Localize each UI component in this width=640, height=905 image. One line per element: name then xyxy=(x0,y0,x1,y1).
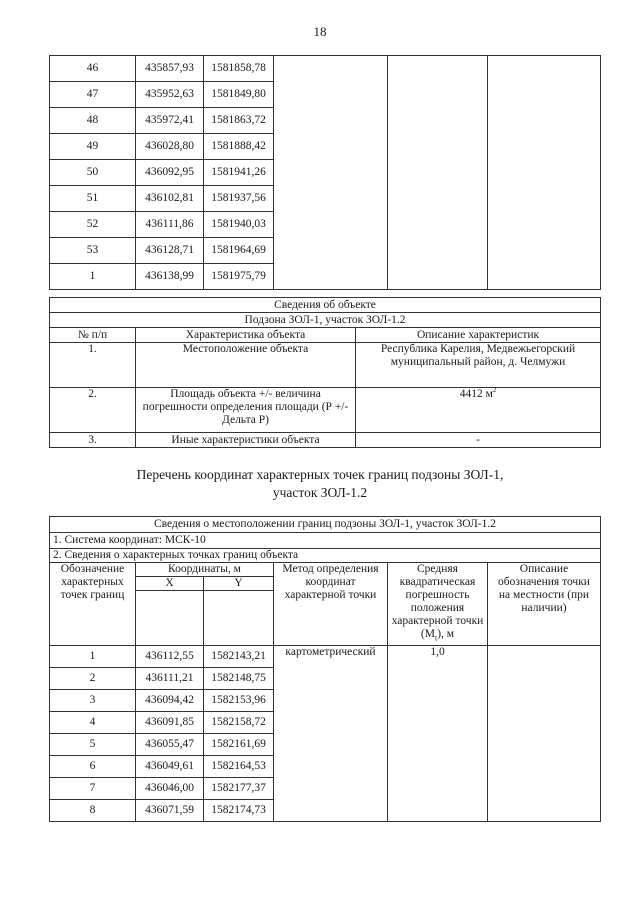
error-cell xyxy=(388,56,488,290)
row-1-description: Республика Карелия, Медвежьегорский муниципальный район, д. Челмужи xyxy=(356,343,601,388)
point-x: 436138,99 xyxy=(136,264,204,290)
boundary-coordinates-table xyxy=(49,516,601,822)
point-number: 52 xyxy=(50,212,136,238)
header-error-text: Средняя квадратическая погрешность положения характерной точки (М xyxy=(391,563,484,640)
area-unit-sup: 2 xyxy=(492,386,497,395)
point-number: 53 xyxy=(50,238,136,264)
object-info-title: Сведения об объекте xyxy=(50,298,601,313)
point-x: 436028,80 xyxy=(136,134,204,160)
section-heading xyxy=(0,466,640,502)
coord-system: 1. Система координат: МСК-10 xyxy=(50,533,601,549)
point-x: 436092,95 xyxy=(136,160,204,186)
point-y: 1581975,79 xyxy=(204,264,274,290)
point-number: 49 xyxy=(50,134,136,160)
header-description: Описание характеристик xyxy=(356,328,601,343)
method-cell xyxy=(274,56,388,290)
point-number: 7 xyxy=(50,778,136,800)
point-y: 1582164,53 xyxy=(204,756,274,778)
header-designation: Обозначение характерных точек границ xyxy=(50,563,136,646)
header-method: Метод определения координат характерной точки xyxy=(274,563,388,646)
point-y: 1581940,03 xyxy=(204,212,274,238)
heading-line-2: участок ЗОЛ-1.2 xyxy=(272,485,368,500)
row-3-description: - xyxy=(356,433,601,448)
point-y: 1582143,21 xyxy=(204,646,274,668)
point-x: 436111,21 xyxy=(136,668,204,690)
header-characteristic: Характеристика объекта xyxy=(136,328,356,343)
point-number: 47 xyxy=(50,82,136,108)
row-2-characteristic: Площадь объекта +/- величина погрешности определения площади (Р +/- Дельта Р) xyxy=(136,388,356,433)
point-x: 436128,71 xyxy=(136,238,204,264)
point-number: 2 xyxy=(50,668,136,690)
method-value: картометрический xyxy=(274,646,388,822)
row-2-description xyxy=(356,388,601,433)
point-y: 1582153,96 xyxy=(204,690,274,712)
point-x: 436112,55 xyxy=(136,646,204,668)
header-error xyxy=(388,563,488,646)
row-2-num: 2. xyxy=(50,388,136,433)
header-y: Y xyxy=(204,577,274,591)
header-x-spacer xyxy=(136,591,204,646)
point-x: 436094,42 xyxy=(136,690,204,712)
marking-value xyxy=(488,646,601,822)
point-number: 8 xyxy=(50,800,136,822)
row-3-num: 3. xyxy=(50,433,136,448)
point-x: 436049,61 xyxy=(136,756,204,778)
point-x: 435972,41 xyxy=(136,108,204,134)
point-number: 46 xyxy=(50,56,136,82)
header-x: X xyxy=(136,577,204,591)
marking-cell xyxy=(488,56,601,290)
error-value: 1,0 xyxy=(388,646,488,822)
point-number: 5 xyxy=(50,734,136,756)
point-number: 50 xyxy=(50,160,136,186)
coordinates-continuation-table xyxy=(49,55,601,290)
header-num: № п/п xyxy=(50,328,136,343)
row-3-characteristic: Иные характеристики объекта xyxy=(136,433,356,448)
point-x: 436102,81 xyxy=(136,186,204,212)
row-1-characteristic: Местоположение объекта xyxy=(136,343,356,388)
object-info-subtitle: Подзона ЗОЛ-1, участок ЗОЛ-1.2 xyxy=(50,313,601,328)
point-number: 6 xyxy=(50,756,136,778)
header-coords: Координаты, м xyxy=(136,563,274,577)
point-y: 1581858,78 xyxy=(204,56,274,82)
header-error-unit: ), м xyxy=(437,628,455,640)
header-error-sub: t xyxy=(434,633,438,643)
point-x: 436071,59 xyxy=(136,800,204,822)
point-number: 4 xyxy=(50,712,136,734)
heading-line-1: Перечень координат характерных точек границ подзоны ЗОЛ-1, xyxy=(136,467,504,482)
point-number: 48 xyxy=(50,108,136,134)
points-title: 2. Сведения о характерных точках границ объекта xyxy=(50,549,601,563)
boundary-table-title: Сведения о местоположении границ подзоны ЗОЛ-1, участок ЗОЛ-1.2 xyxy=(50,517,601,533)
point-y: 1581937,56 xyxy=(204,186,274,212)
point-y: 1582177,37 xyxy=(204,778,274,800)
point-number: 3 xyxy=(50,690,136,712)
table-row xyxy=(50,646,601,668)
point-number: 51 xyxy=(50,186,136,212)
point-x: 436111,86 xyxy=(136,212,204,238)
object-info-table xyxy=(49,297,601,448)
page-number: 18 xyxy=(313,24,327,39)
table-row xyxy=(50,56,601,82)
point-y: 1582148,75 xyxy=(204,668,274,690)
point-y: 1581849,80 xyxy=(204,82,274,108)
point-x: 436055,47 xyxy=(136,734,204,756)
point-y: 1582158,72 xyxy=(204,712,274,734)
area-value: 4412 м xyxy=(459,388,493,400)
point-x: 436091,85 xyxy=(136,712,204,734)
point-number: 1 xyxy=(50,646,136,668)
point-y: 1582174,73 xyxy=(204,800,274,822)
header-marking: Описание обозначения точки на местности (при наличии) xyxy=(488,563,601,646)
point-x: 435857,93 xyxy=(136,56,204,82)
point-number: 1 xyxy=(50,264,136,290)
point-y: 1581964,69 xyxy=(204,238,274,264)
point-x: 436046,00 xyxy=(136,778,204,800)
point-y: 1582161,69 xyxy=(204,734,274,756)
row-1-num: 1. xyxy=(50,343,136,388)
point-y: 1581941,26 xyxy=(204,160,274,186)
point-x: 435952,63 xyxy=(136,82,204,108)
header-y-spacer xyxy=(204,591,274,646)
point-y: 1581863,72 xyxy=(204,108,274,134)
point-y: 1581888,42 xyxy=(204,134,274,160)
